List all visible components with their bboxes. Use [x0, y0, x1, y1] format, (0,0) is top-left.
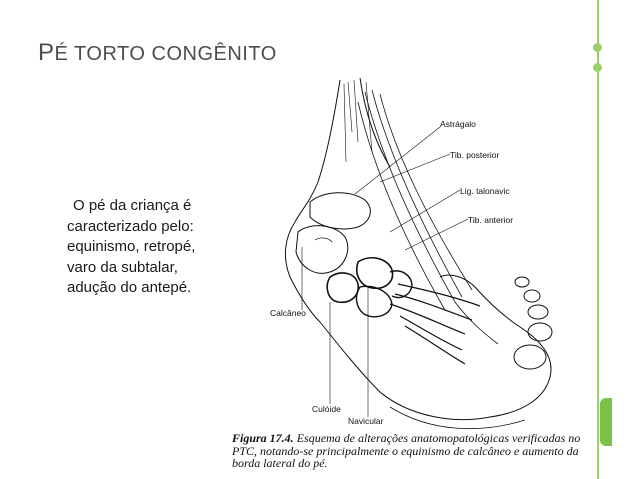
label-astragalo: Astrágalo — [440, 119, 476, 129]
side-accent-tab — [600, 398, 612, 446]
caption-line: PTC, notando-se principalmente o equinismo de calcâneo e aumento da — [232, 443, 579, 458]
body-line: varo da subtalar, — [67, 258, 178, 276]
caption-label: Figura 17.4. — [232, 431, 294, 445]
talus-bone — [310, 193, 370, 229]
leg-outline — [295, 80, 340, 222]
slide-title — [38, 39, 277, 67]
label-lig-talonavic: Lig. talonavic — [460, 186, 510, 196]
toe — [524, 290, 540, 302]
label-cuboide: Culóide — [312, 404, 341, 414]
title-rest: É TORTO CONGÊNITO — [54, 43, 277, 65]
caption-line: borda lateral do pé. — [232, 456, 328, 470]
border-dot — [593, 43, 602, 52]
body-line: adução do antepé. — [67, 279, 192, 296]
toe — [528, 323, 552, 341]
border-dot — [593, 63, 602, 72]
foot-anatomy-illustration — [240, 72, 590, 452]
label-tib-posterior: Tib. posterior — [450, 150, 500, 160]
title-initial: P — [38, 39, 55, 66]
navicular-bone — [357, 258, 393, 288]
toe — [514, 345, 546, 369]
label-tib-anterior: Tib. anterior — [468, 215, 514, 225]
slide-body-text — [67, 196, 247, 299]
body-line: caracterizado pelo: — [67, 217, 194, 235]
caption-line: Esquema de alterações anatomopatológicas verificadas no — [296, 431, 581, 445]
cuboid-bone — [327, 273, 358, 302]
figure-caption — [232, 432, 592, 470]
calcaneus-bone — [296, 226, 348, 274]
toe — [528, 305, 548, 319]
toe — [515, 277, 529, 287]
body-line: equinismo, retropé, — [67, 238, 196, 255]
label-navicular: Navicular — [348, 416, 384, 426]
body-line: O pé da criança é — [73, 197, 192, 214]
label-calcaneo: Calcâneo — [270, 308, 306, 318]
leg-outline — [360, 78, 390, 167]
